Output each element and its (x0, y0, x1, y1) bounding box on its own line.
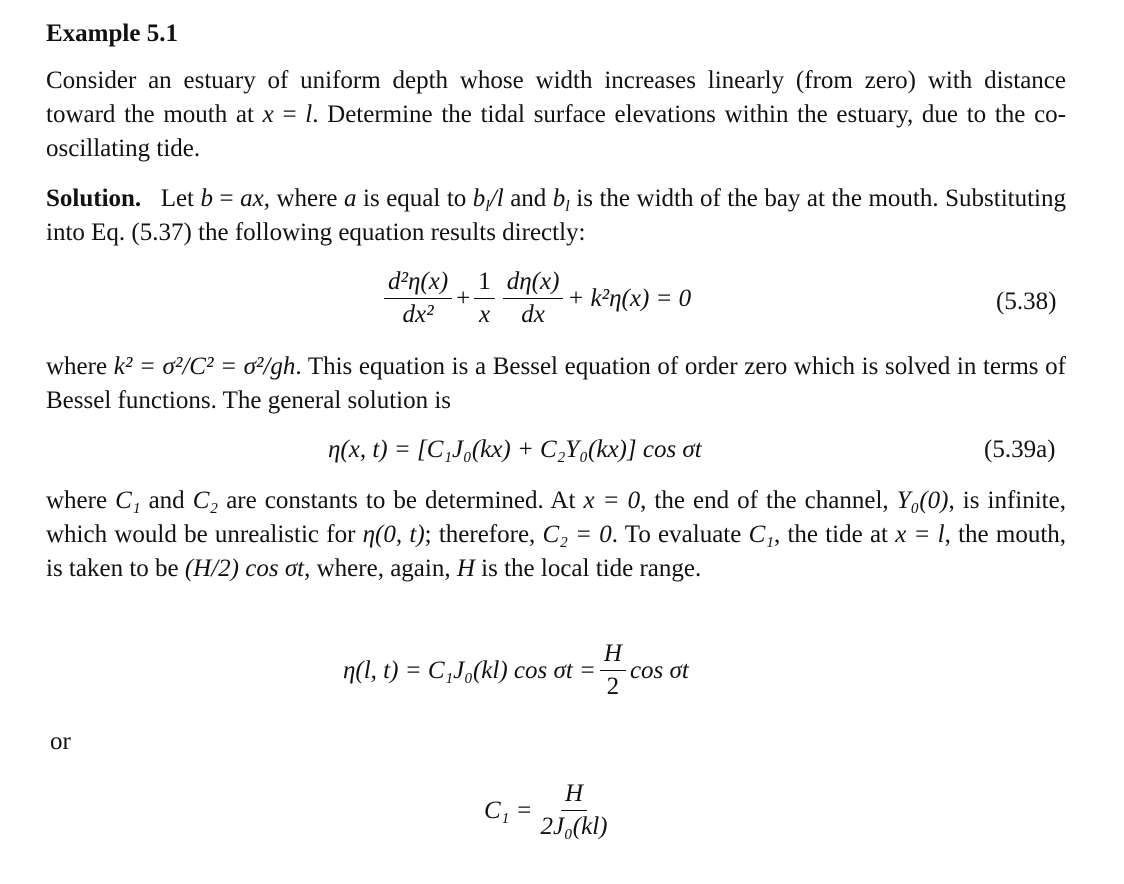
equation-c1: C₁ = $\frac{H}{\text{2J₀(kl)}}$ (484, 780, 615, 841)
constants-paragraph: where C₁ and C₂ are constants to be determined. At x = 0, the end of the channel, Y₀(0), is infinite, which would be unrealistic for η(0, t); therefore, C₂ = 0. To evaluate C₁, the tide at x = l, the mouth, is taken to be (H/2) cos σt, where, again, H is the local tide range. (46, 487, 1067, 582)
example-title: Example 5.1 (46, 20, 178, 47)
or-connector: or (50, 728, 71, 755)
equation-number-5-38: (5.38) (996, 288, 1057, 315)
problem-statement: Consider an estuary of uniform depth whose width increases linearly (from zero) with distance toward the mouth at x = l. Determine the tidal surface elevations within the estuary, due to the co-oscillating tide. (46, 67, 1066, 162)
equation-5-38: $\frac{\text{d²η(x)}}{\text{dx²}}$ + $\frac{1}{x}$ $\frac{d\eta(x)}{dx}$ + k²η(x) = 0 (380, 268, 691, 329)
fraction-one-over-x: $\frac{1}{x}$ (474, 268, 495, 329)
equation-number-5-39a: (5.39a) (984, 436, 1056, 463)
equation-boundary-condition: η(l, t) = C₁J₀(kl) cos σt = $\frac{H}{2}$ cos σt (343, 640, 689, 700)
fraction-c1-value: $\frac{H}{\text{2J₀(kl)}}$ (540, 780, 608, 840)
fraction-first-derivative: $\frac{d\eta(x)}{dx}$ (503, 268, 564, 329)
fraction-h-over-2: $\frac{H}{2}$ (600, 640, 626, 701)
solution-paragraph: Solution. Let b = ax, where a is equal to $b_l/l$ and $b_l$ is the width of the bay at the mouth. Substituting into Eq. (5.37) the following equation results directly: (46, 185, 1066, 246)
fraction-second-derivative: $\frac{\text{d²η(x)}}{\text{dx²}}$ (384, 268, 452, 329)
bessel-paragraph: where k² = σ²/C² = σ²/gh. This equation is a Bessel equation of order zero which is solved in terms of Bessel functions. The general solution is (46, 353, 1066, 414)
solution-label: Solution. (46, 185, 142, 212)
equation-5-39a: η(x, t) = [C₁J₀(kx) + C₂Y₀(kx)] cos σt (328, 436, 702, 463)
